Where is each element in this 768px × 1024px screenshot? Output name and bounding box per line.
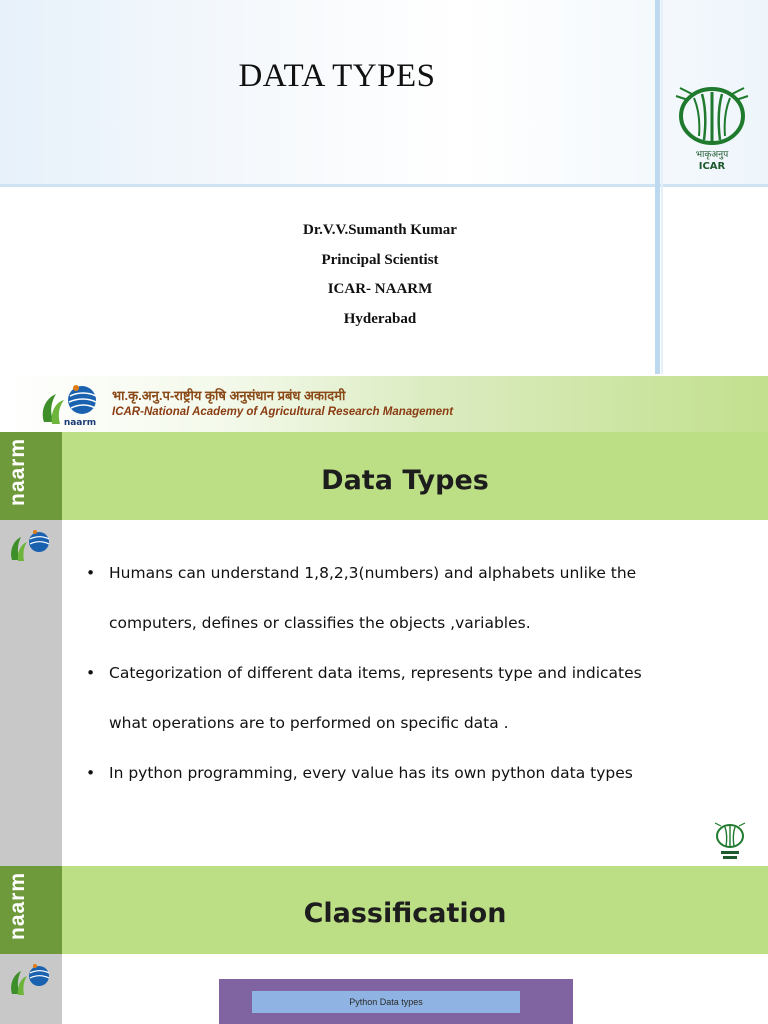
author-role: Principal Scientist (321, 251, 439, 268)
vertical-rule (655, 0, 660, 374)
bullet-continuation: computers, defines or classifies the objects ,variables. (109, 614, 531, 632)
icar-acronym: ICAR (698, 161, 726, 172)
bullet-continuation: what operations are to performed on specific data . (109, 714, 509, 732)
icar-hindi: भाकृअनुप (695, 150, 729, 160)
bullet-dot-icon: • (86, 764, 96, 782)
bullet-item: • In python programming, every value has its own python data types (86, 750, 746, 796)
bullet-list (86, 550, 746, 800)
author-name: Dr.V.V.Sumanth Kumar (303, 222, 457, 238)
title-slide (0, 0, 768, 374)
bullet-item: • Humans can understand 1,8,2,3(numbers) and alphabets unlike the (86, 550, 746, 596)
bullet-dot-icon: • (86, 564, 96, 582)
diagram-root-node: Python Data types (252, 991, 520, 1013)
classification-slide (0, 866, 768, 1024)
data-types-slide (0, 432, 768, 866)
icar-logo-icon (672, 80, 756, 172)
vertical-rule-light (661, 0, 663, 374)
side-strip (0, 432, 62, 866)
author-block (230, 220, 530, 338)
naarm-header-band (0, 376, 768, 432)
bullet-item: • Categorization of different data items, represents type and indicates (86, 650, 746, 696)
side-strip (0, 866, 62, 1024)
side-naarm-label: naarm (6, 437, 29, 506)
author-city: Hyderabad (343, 310, 417, 327)
naarm-logo-icon (38, 382, 104, 428)
institute-hindi-name: भा.कृ.अनु.प-राष्ट्रीय कृषि अनुसंधान प्रबंध अकादमी (112, 388, 346, 403)
institute-english-name: ICAR-National Academy of Agricultural Research Management (112, 406, 454, 418)
icar-small-logo-icon (712, 820, 748, 860)
naarm-logo-label: naarm (63, 418, 97, 428)
slide-heading: Data Types (321, 465, 489, 496)
mini-naarm-logo-icon (9, 528, 53, 564)
slide-title: DATA TYPES (238, 58, 436, 94)
mini-naarm-logo-icon (9, 962, 53, 998)
slide-heading: Classification (303, 898, 507, 929)
bullet-dot-icon: • (86, 664, 96, 682)
author-org: ICAR- NAARM (327, 281, 433, 297)
side-naarm-label: naarm (6, 871, 29, 940)
header-divider (0, 184, 768, 187)
